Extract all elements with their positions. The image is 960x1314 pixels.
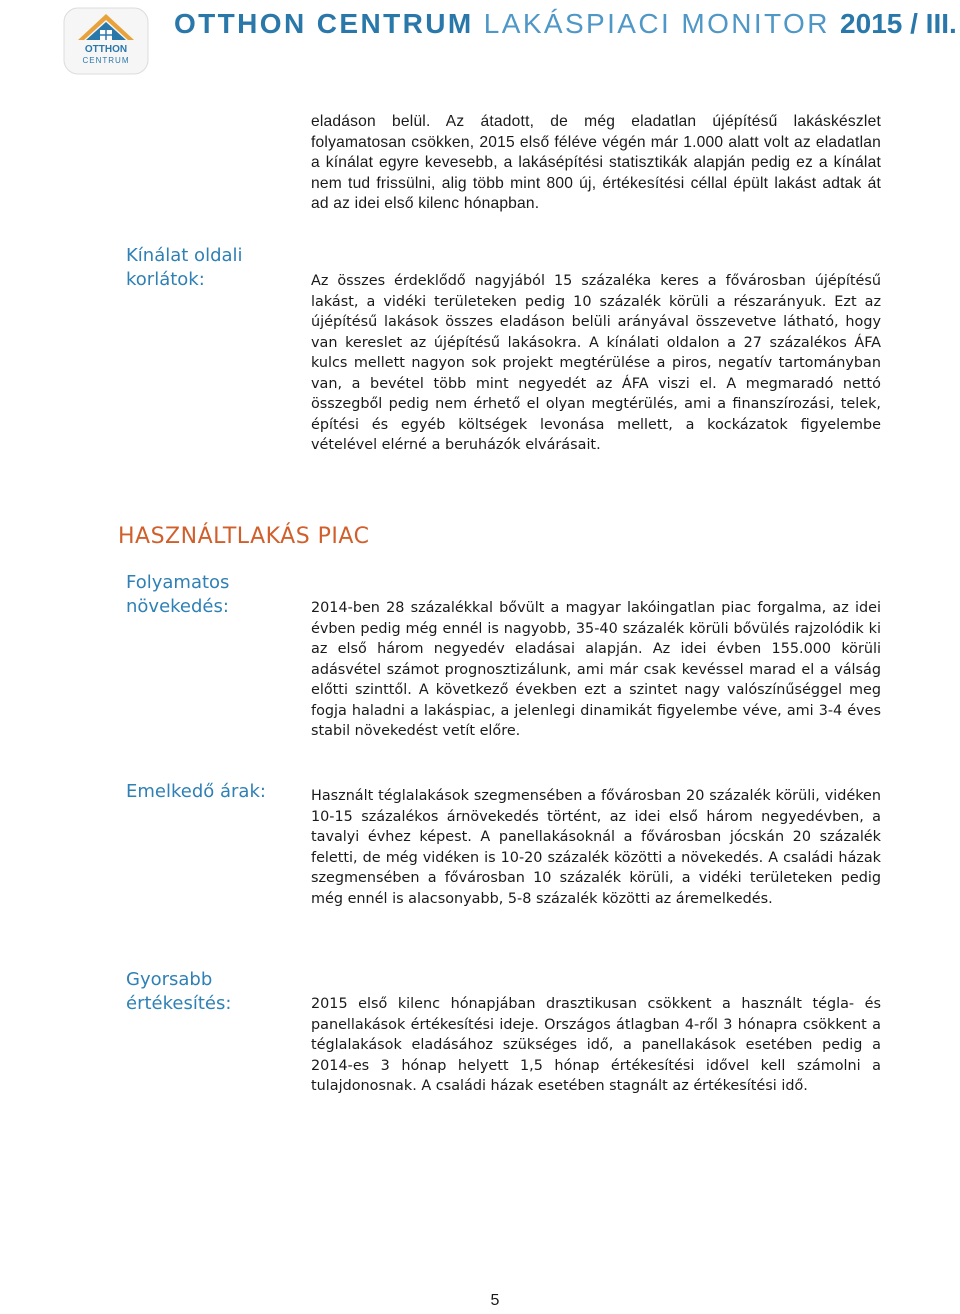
otthon-centrum-logo <box>60 2 152 78</box>
page-number: 5 <box>490 1292 500 1309</box>
publication-name: LAKÁSPIACI MONITOR <box>483 8 830 39</box>
supply-paragraph-2: Az összes érdeklődő nagyjából 15 százaléka keres a fővárosban újépítésű lakást, a vidéki területeken pedig 10 százalék körüli a részarányuk. Ezt az újépítésű lakások összes eladáson belüli arányával összevetve látható, hogy van kereslet az újépítésű lakásokra. A kínálati oldalon a 27 százalékos ÁFA kulcs mellett nagyon sok projekt megtérülése a piros, negatív tartományban van, a bevétel több mint negyedét az ÁFA viszi el. A megmaradó nettó összegből pedig nem érhető el olyan megtérülés, ami a finanszírozási, telek, építési és egyéb költségek levonása mellett, a kockázatok figyelembe vételével elérné a beruházók elvárásait. <box>311 273 881 453</box>
faster-sales-label: Gyorsabb értékesítés: <box>126 969 232 1014</box>
issue-label: 2015 / III. <box>840 8 957 39</box>
faster-sales-paragraph: 2015 első kilenc hónapjában drasztikusan csökkent a használt tégla- és panellakások értékesítési ideje. Országos átlagban 4-ről 3 hónapra csökkent a téglalakások eladásához szükséges idő, a panellakások esetében pedig a 2014-es 3 hónap helyett 1,5 hónap értékesítési idővel kell számolni a tulajdonosnak. A családi házak esetében stagnált az értékesítési idő. <box>311 996 881 1094</box>
growth-label: Folyamatos növekedés: <box>126 572 230 617</box>
rising-prices-label: Emelkedő árak: <box>126 781 266 802</box>
logo-text-top: OTTHON <box>84 44 128 55</box>
brand-name: OTTHON CENTRUM <box>174 8 474 39</box>
publication-header <box>174 6 957 42</box>
logo-text-bottom: CENTRUM <box>82 56 130 65</box>
growth-paragraph: 2014-ben 28 százalékkal bővült a magyar lakóingatlan piac forgalma, az idei évben pedig még ennél is nagyobb, 35-40 százalék körüli bővülés rajzolódik ki az első három negyedév eladásai alapján. Az idei évben 155.000 körüli adásvétel számot prognosztizálunk, ami már csak kevéssel marad el a válság előtti szinttől. A következő években ezt a szintet nagy valószínűséggel meg fogja haladni a lakáspiac, a jelenlegi dinamikát figyelembe véve, ami 3-4 éves stabil növekedést vetít előre. <box>311 600 881 739</box>
supply-paragraph-1: eladáson belül. Az átadott, de még eladatlan újépítésű lakáskészlet folyamatosan csökken, 2015 első féléve végén már 1.000 alatt volt az eladatlan a kínálat egyre kevesebb, a lakásépítési statisztikák alapján pedig ez a kínálat nem tud frissülni, alig több mint 800 új, értékesítési céllal épült lakást adtak át ad az idei első kilenc hónapban. <box>311 113 881 212</box>
section-title-used-housing: HASZNÁLTLAKÁS PIAC <box>118 524 370 549</box>
supply-constraints-label: Kínálat oldali korlátok: <box>126 245 243 290</box>
rising-prices-paragraph: Használt téglalakások szegmensében a fővárosban 20 százalék körüli, vidéken 10-15 százalékos árnövekedés történt, az idei első három negyedévben, a tavalyi évhez képest. A panellakásoknál a fővárosban jócskán 20 százalék feletti, de még vidéken is 10-20 százalék közötti a növekedés. A családi házak szegmensében a fővárosban 10 százalék körüli, a vidéki területeken pedig még ennél is alacsonyabb, 5-8 százalék közötti az áremelkedés. <box>311 788 881 907</box>
